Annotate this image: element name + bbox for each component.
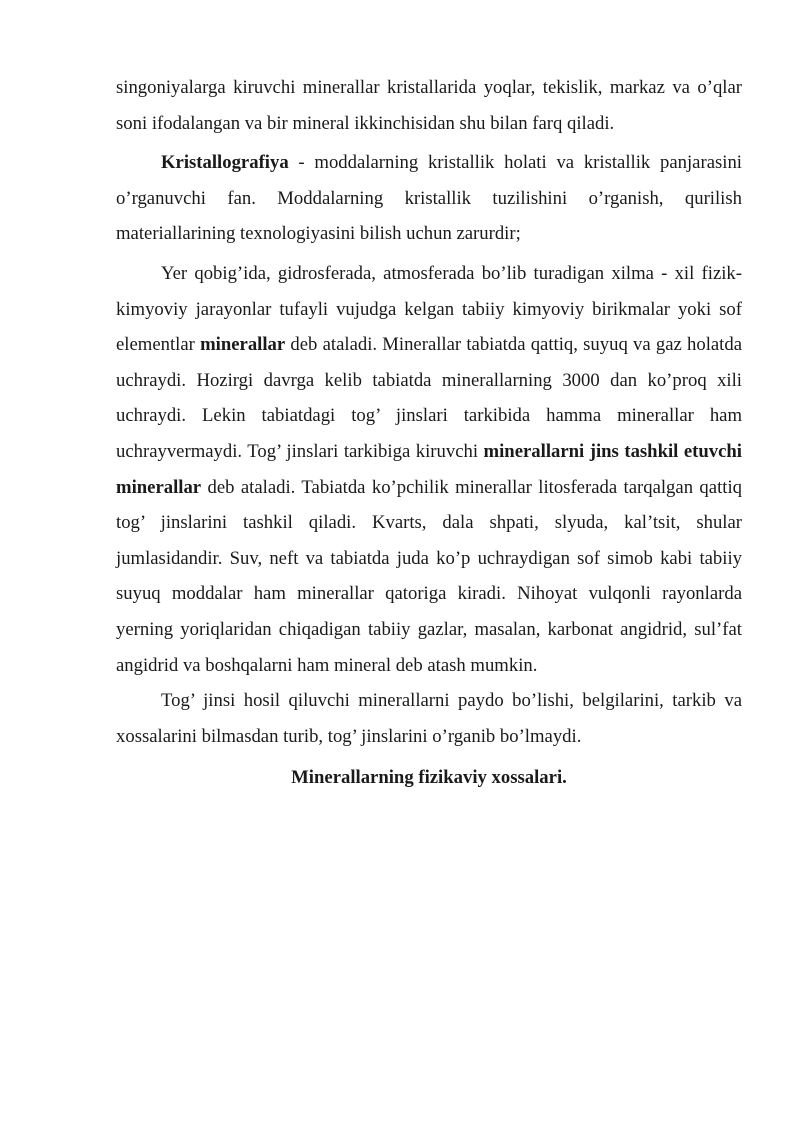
- paragraph-text-part2: deb ataladi. Minerallar tabiatda qattiq, suyuq va gaz holatda uchraydi. Hozirgi davrga kelib tabiatda minerallarning 3000 dan ko’proq xili uchraydi. Lekin tabiatdagi tog’ jinslari tarkibida hamma minerallar ham uchrayvermaydi. Tog’ jinslari tarkibiga kiruvchi: [116, 334, 743, 462]
- term-minerallar: minerallar: [200, 334, 286, 356]
- paragraph-text: singoniyalarga kiruvchi minerallar kristallarida yoqlar, tekislik, markaz va o’qlar soni ifodalangan va bir mineral ikkinchisidan shu bilan farq qiladi.: [116, 77, 742, 134]
- paragraph-text: - moddalarning kristallik holati va kristallik panjarasini o’rganuvchi fan. Moddalarning kristallik tuzilishini o’rganish, qurilish materiallarining texnologiyasini bilish uchun zarurdir;: [116, 152, 742, 245]
- term-jins-tashkil-etuvchi: minerallarni jins tashkil etuvchi minerallar: [116, 440, 742, 498]
- paragraph-text-part3: deb ataladi. Tabiatda ko’pchilik minerallar litosferada tarqalgan qattiq tog’ jinslarini tashkil qiladi. Kvarts, dala shpati, slyuda, kal’tsit, shular jumlasidandir. Suv, neft va tabiatda juda ko’p uchraydigan sof simob kabi tabiiy suyuq moddalar ham minerallar qatoriga kiradi. Nihoyat vulqonli rayonlarda yerning yoriqlaridan chiqadigan tabiiy gazlar, masalan, karbonat angidrid, sul’fat angidrid va boshqalarni ham mineral deb atash mumkin.: [116, 476, 742, 676]
- paragraph-minerallar: [116, 256, 742, 683]
- paragraph-tog-jinsi: [116, 683, 742, 754]
- document-page: [116, 70, 742, 796]
- paragraph-text-part1: Yer qobig’ida, gidrosferada, atmosferada bo’lib turadigan xilma - xil fizik- kimyoviy jarayonlar tufayli vujudga kelgan tabiiy kimyoviy birikmalar yoki sof elementlar: [116, 262, 742, 356]
- paragraph-kristallografiya: [116, 145, 742, 252]
- paragraph-text: Tog’ jinsi hosil qiluvchi minerallarni paydo bo’lishi, belgilarini, tarkib va xossalarini bilmasdan turib, tog’ jinslarini o’rganib bo’lmaydi.: [116, 690, 742, 747]
- term-kristallografiya: Kristallografiya: [161, 152, 289, 174]
- paragraph-singoniya: [116, 70, 742, 141]
- section-heading: Minerallarning fizikaviy xossalari.: [291, 767, 567, 789]
